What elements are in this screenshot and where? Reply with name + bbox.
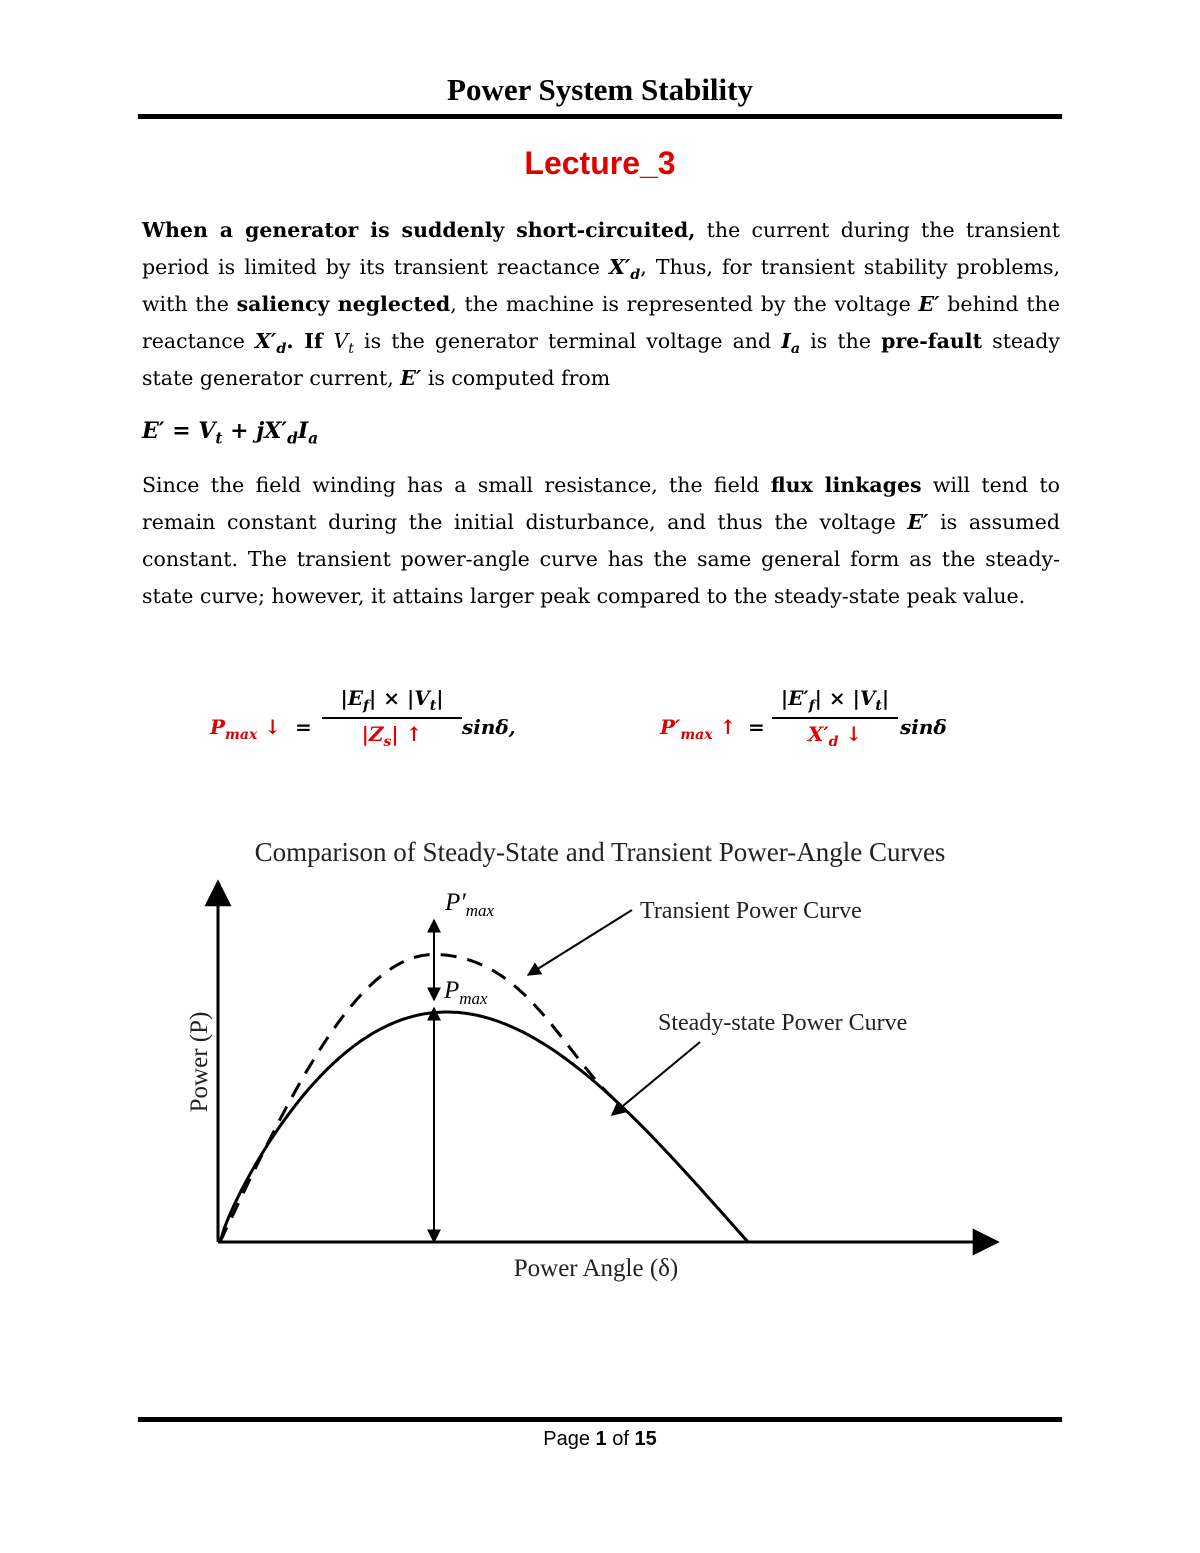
- bold-phrase: pre-fault: [881, 329, 983, 353]
- paragraph-2: Since the field winding has a small resistance, the field flux linkages will tend to remain constant during the initial disturbance, and thus the voltage E′ is assumed constant. The transient power-angle curve has the same general form as the steady-state curve; however, it attains larger peak compared to the steady-state peak value.: [142, 473, 1060, 608]
- steady-curve-label: Steady-state Power Curve: [658, 1010, 908, 1036]
- math-e-prime: E′: [918, 292, 940, 316]
- chart-title: Comparison of Steady-State and Transient Power-Angle Curves: [254, 837, 946, 867]
- transient-power-curve: [220, 955, 612, 1243]
- steady-pointer: [612, 1042, 700, 1115]
- power-angle-chart: [0, 830, 1200, 1310]
- math-e-prime: E′: [400, 366, 422, 390]
- formula-e-prime: $E' = V_t + jX'_dI_a$: [142, 418, 319, 448]
- equation-pmax-prime: $P'_{max}$ ↑ = $\frac{|E'_f| \times |V_t|}{X'_d ↓}$ sinδ: [660, 686, 947, 750]
- pmax-label: $P_{max}$: [444, 977, 488, 1008]
- transient-curve-label: Transient Power Curve: [640, 898, 862, 924]
- math-vt: $V_t$: [333, 329, 354, 358]
- header-rule: [138, 114, 1062, 119]
- bold-phrase: saliency neglected: [236, 292, 451, 316]
- bold-phrase: flux linkages: [770, 473, 922, 497]
- bold-phrase: When a generator is suddenly short-circuited,: [142, 218, 696, 242]
- math-xd-prime: $X'_d$: [608, 255, 641, 284]
- lecture-title: Lecture_3: [524, 145, 676, 181]
- footer-rule: [138, 1417, 1062, 1422]
- page-number: Page 1 of 15: [543, 1428, 657, 1450]
- steady-state-power-curve: [220, 1012, 748, 1242]
- math-e-prime: E′: [907, 510, 929, 534]
- y-axis-label: Power (P): [186, 1011, 213, 1113]
- x-axis-label: Power Angle (δ): [513, 1255, 679, 1282]
- math-xd-prime: $X'_d$: [255, 329, 287, 358]
- transient-pointer: [528, 910, 632, 975]
- paragraph-1: When a generator is suddenly short-circuited, the current during the transient period is limited by its transient reactance $X'_d$, Thus, for transient stability problems, with the saliency neglected, the machine is represented by the voltage E′ behind the reactance $X'_d$. If $V_t$ is the generator terminal voltage and $I_a$ is the pre-fault steady state generator current, E′ is computed from: [142, 218, 1060, 390]
- page-title: Power System Stability: [447, 72, 753, 107]
- math-ia: $I_a$: [781, 329, 801, 358]
- equation-pmax: $P_{max}$ ↓ = $\frac{|E_f| \times |V_t|}{|Z_s| ↑}$ sinδ,: [210, 686, 516, 750]
- pmax-prime-label: $P'_{max}$: [445, 889, 495, 920]
